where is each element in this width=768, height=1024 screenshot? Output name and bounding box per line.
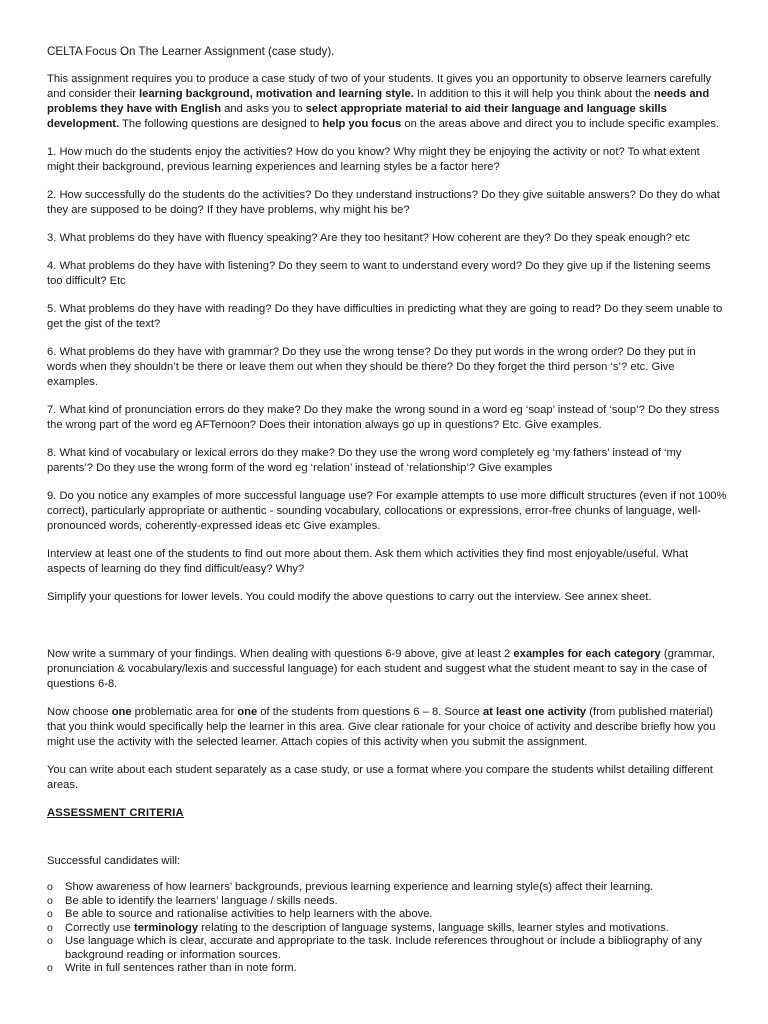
question-1: 1. How much do the students enjoy the activities? How do you know? Why might they be enjoying the activity or not? To what extent might their background, previous learning experiences and learning styles be a factor here?: [47, 146, 700, 173]
criteria-item: [47, 962, 727, 976]
question-7: 7. What kind of pronunciation errors do they make? Do they make the wrong sound in a word eg ‘soap’ instead of ‘soup’? Do they stress the wrong part of the word eg AFTernoon? Does their intonation always go up in questions? Etc. Give examples.: [47, 404, 720, 431]
criteria-item: [47, 895, 727, 909]
criteria-text: Write in full sentences rather than in note form.: [65, 962, 297, 974]
question-6: 6. What problems do they have with grammar? Do they use the wrong tense? Do they put words in the wrong order? Do they put in words when they shouldn’t be there or leave them out when they should be there? Do they forget the third person ‘s’? etc. Give examples.: [47, 346, 696, 388]
criteria-list: [47, 881, 727, 976]
criteria-text: Use language which is clear, accurate and appropriate to the task. Include references throughout or include a bibliography of any background reading or information sources.: [65, 935, 702, 961]
question-8: 8. What kind of vocabulary or lexical errors do they make? Do they use the wrong word completely eg ‘my fathers’ instead of ‘my parents’? Do they use the wrong form of the word eg ‘relation’ instead of ‘relationship’? Give examples: [47, 447, 682, 474]
bullet-icon: o: [47, 881, 53, 893]
intro-paragraph: This assignment requires you to produce a case study of two of your students. It gives you an opportunity to observe learners carefully and consider their learning background, motivation and learning style. In addition to this it will help you think about the needs and problems they have with English and asks you to select appropriate material to aid their language and language skills development. The following questions are designed to help you focus on the areas above and direct you to include specific examples.: [47, 73, 720, 130]
criteria-item: [47, 908, 727, 922]
bullet-icon: o: [47, 908, 53, 920]
document-page: [47, 44, 727, 976]
format-paragraph: You can write about each student separately as a case study, or use a format where you compare the students whilst detailing different areas.: [47, 764, 713, 791]
bullet-icon: o: [47, 935, 53, 947]
question-2: 2. How successfully do the students do the activities? Do they understand instructions? Do they give suitable answers? Do they do what they are supposed to be doing? If they have problems, why might his be?: [47, 189, 720, 216]
simplify-paragraph: Simplify your questions for lower levels. You could modify the above questions to carry out the interview. See annex sheet.: [47, 591, 652, 603]
criteria-text: Be able to identify the learners’ language / skills needs.: [65, 894, 338, 907]
criteria-text: Show awareness of how learners’ backgrounds, previous learning experience and learning style(s) affect their learning.: [65, 881, 654, 893]
question-5: 5. What problems do they have with reading? Do they have difficulties in predicting what they are going to read? Do they seem unable to get the gist of the text?: [47, 303, 723, 330]
bullet-icon: o: [47, 921, 53, 934]
bullet-icon: o: [47, 894, 53, 907]
criteria-item: [47, 935, 727, 962]
question-9: 9. Do you notice any examples of more successful language use? For example attempts to use more difficult structures (even if not 100% correct), particularly appropriate or authentic - sounding vocabulary, collocations or expressions, error-free chunks of language, well- pronounced words, coherently-expressed ideas etc Give examples.: [47, 490, 727, 532]
criteria-item: [47, 922, 727, 936]
bullet-icon: o: [47, 962, 53, 974]
summary-paragraph: Now write a summary of your findings. When dealing with questions 6-9 above, give at least 2 examples for each category (grammar, pronunciation & vocabulary/lexis and successful language) for each student and suggest what the student meant to say in the case of questions 6-8.: [47, 648, 715, 690]
criteria-text: Be able to source and rationalise activities to help learners with the above.: [65, 908, 433, 920]
interview-paragraph: Interview at least one of the students to find out more about them. Ask them which activities they find most enjoyable/useful. What aspects of learning do they find difficult/easy? Why?: [47, 548, 689, 575]
document-title: CELTA Focus On The Learner Assignment (case study).: [47, 45, 335, 58]
question-3: 3. What problems do they have with fluency speaking? Are they too hesitant? How coherent are they? Do they speak enough? etc: [47, 232, 691, 244]
criteria-lead: Successful candidates will:: [47, 855, 181, 867]
assessment-criteria-heading: ASSESSMENT CRITERIA: [47, 807, 184, 819]
section-spacer: [47, 618, 727, 647]
questions-list: [47, 145, 727, 534]
criteria-item: [47, 881, 727, 895]
question-4: 4. What problems do they have with listening? Do they seem to want to understand every word? Do they give up if the listening seems too difficult? Etc: [47, 260, 711, 287]
criteria-text: Correctly use terminology relating to the description of language systems, language skills, learner styles and motivations.: [65, 921, 669, 934]
choose-paragraph: Now choose one problematic area for one of the students from questions 6 – 8. Source at least one activity (from published material) that you think would specifically help the learner in this area. Give clear rationale for your choice of activity and describe briefly how you might use the activity with the selected learner. Attach copies of this activity when you submit the assignment.: [47, 706, 716, 748]
